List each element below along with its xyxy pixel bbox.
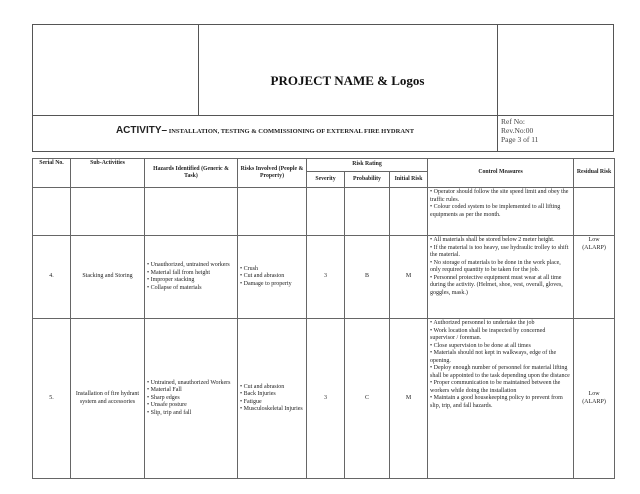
cell-severity: 3 <box>307 319 345 479</box>
col-risks: Risks Involved (People & Property) <box>238 159 307 188</box>
list-item: • Maintain a good housekeeping policy to prevent from slip, trip, and fall hazards. <box>430 395 571 410</box>
cell-sub: Installation of fire hydrant system and accessories <box>71 319 145 479</box>
list-item: • All materials shall be stored below 2 meter height. <box>430 237 571 245</box>
document-header <box>32 24 614 152</box>
cell-sub: Stacking and Storing <box>71 236 145 319</box>
list-item: • Operator should follow the site speed limit and obey the traffic rules. <box>430 189 571 204</box>
project-title: PROJECT NAME & Logos <box>270 73 425 88</box>
list-item: • Unsafe posture <box>147 402 235 410</box>
cell-sub <box>71 188 145 236</box>
list-item: • Crush <box>240 266 304 274</box>
col-hazards: Hazards Identified (Generic & Task) <box>145 159 238 188</box>
header-divider <box>497 25 498 152</box>
list-item: • Back Injuries <box>240 391 304 399</box>
risk-table <box>32 158 615 479</box>
activity-label: ACTIVITY– <box>115 125 168 136</box>
col-initial-risk: Initial Risk <box>390 172 428 188</box>
list-item: • Work location shall be inspected by concerned supervisor / foreman. <box>430 328 571 343</box>
cell-risks <box>238 319 307 479</box>
list-item: • Material fall from height <box>147 270 235 278</box>
page-number: Page 3 of 11 <box>501 135 539 144</box>
cell-probability <box>345 188 390 236</box>
list-item: • Collapse of materials <box>147 285 235 293</box>
list-item: • Personnel protective equipment must wear at all time during the activity. (Helmet, shoe, vest, overall, gloves, goggles, mask.) <box>430 275 571 298</box>
cell-risks <box>238 188 307 236</box>
activity-name: INSTALLATION, TESTING & COMMISSIONING OF EXTERNAL FIRE HYDRANT <box>168 128 415 135</box>
table-row <box>33 188 615 236</box>
list-item: • Materials should not kept in walkways, edge of the opening. <box>430 350 571 365</box>
list-item: • Close supervision to be done at all times <box>430 343 571 351</box>
col-sub-activities: Sub-Activities <box>71 159 145 188</box>
cell-severity: 3 <box>307 236 345 319</box>
cell-hazards <box>145 188 238 236</box>
col-control: Control Measures <box>428 159 574 188</box>
header-divider <box>198 25 199 115</box>
cell-risks <box>238 236 307 319</box>
list-item: • Damage to property <box>240 281 304 289</box>
list-item: • Colour coded system to be implemented to all lifting equipments as per the month. <box>430 204 571 219</box>
cell-initial <box>390 188 428 236</box>
activity-title <box>33 125 497 136</box>
col-probability: Probability <box>345 172 390 188</box>
col-risk-rating: Risk Rating <box>307 159 428 172</box>
list-item: • Untrained, unauthorized Workers <box>147 380 235 388</box>
cell-initial: M <box>390 319 428 479</box>
col-severity: Severity <box>307 172 345 188</box>
ref-block <box>501 117 538 144</box>
cell-hazards <box>145 236 238 319</box>
col-serial: Serial No. <box>33 159 71 188</box>
cell-control <box>428 319 574 479</box>
list-item: • Cut and abrasion <box>240 384 304 392</box>
cell-serial: 5. <box>33 319 71 479</box>
list-item: • Deploy enough number of personnel for material lifting shall be appointed to the task depending upon the distance <box>430 365 571 380</box>
cell-serial: 4. <box>33 236 71 319</box>
header-divider <box>33 25 613 116</box>
list-item: • Improper stacking <box>147 277 235 285</box>
col-residual: Residual Risk <box>574 159 615 188</box>
cell-hazards <box>145 319 238 479</box>
ref-no: Ref No: <box>501 117 525 126</box>
cell-control <box>428 188 574 236</box>
cell-residual <box>574 188 615 236</box>
rev-no: Rev.No:00 <box>501 126 534 135</box>
list-item: • Proper communication to be maintained between the workers while doing the installation <box>430 380 571 395</box>
list-item: • Unauthorized, untrained workers <box>147 262 235 270</box>
cell-control <box>428 236 574 319</box>
list-item: • Fatigue <box>240 399 304 407</box>
list-item: • Sharp edges <box>147 395 235 403</box>
list-item: • Musculoskeletal Injuries <box>240 406 304 414</box>
table-row <box>33 236 615 319</box>
list-item: • Authorized personnel to undertake the job <box>430 320 571 328</box>
cell-initial: M <box>390 236 428 319</box>
list-item: • No storage of materials to be done in the work place, only required quantity to be taken for the job. <box>430 260 571 275</box>
cell-residual: Low (ALARP) <box>574 236 615 319</box>
list-item: • Cut and abrasion <box>240 273 304 281</box>
cell-serial <box>33 188 71 236</box>
list-item: • Material Fall <box>147 387 235 395</box>
cell-residual: Low (ALARP) <box>574 319 615 479</box>
cell-probability: C <box>345 319 390 479</box>
list-item: • If the material is too heavy, use hydraulic trolley to shift the material. <box>430 245 571 260</box>
cell-probability: B <box>345 236 390 319</box>
table-row <box>33 319 615 479</box>
cell-severity <box>307 188 345 236</box>
list-item: • Slip, trip and fall <box>147 410 235 418</box>
